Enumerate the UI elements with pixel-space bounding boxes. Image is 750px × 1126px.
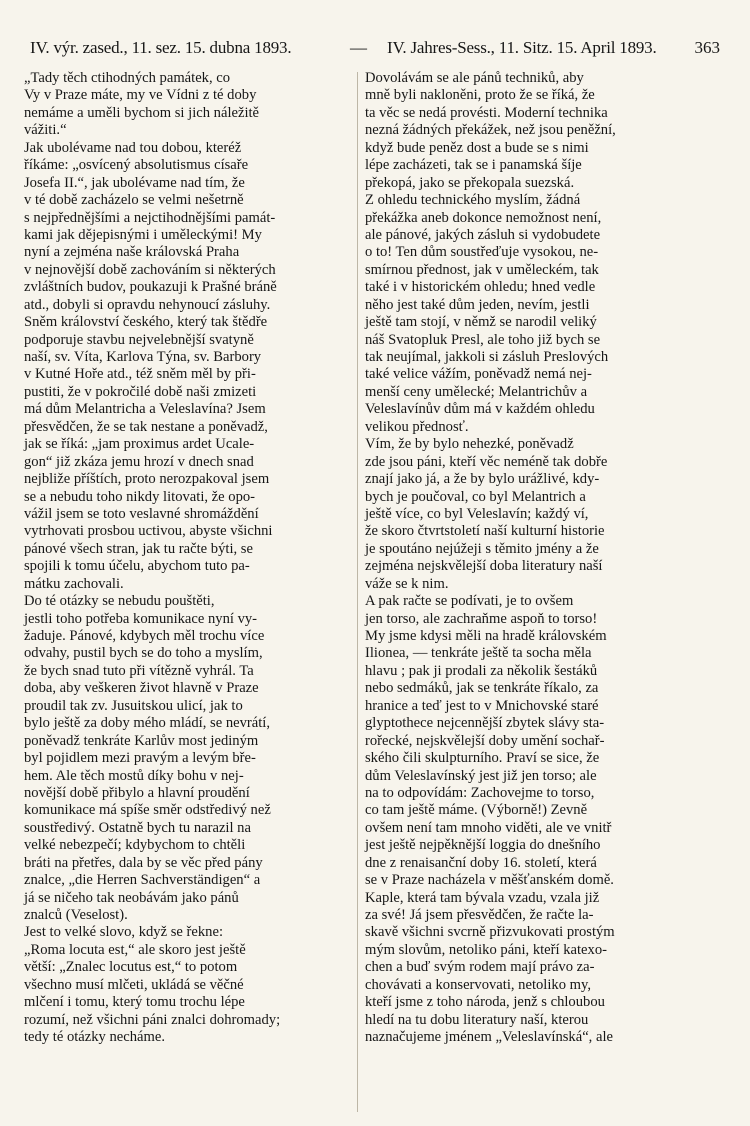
header-dash: — [350, 38, 367, 57]
text-line: byl pojidlem mezi pravým a levým bře- [24, 750, 256, 767]
text-line: jest ještě nejpěknější loggia do dnešního [365, 837, 601, 854]
text-line: Sněm království českého, který tak štědře [24, 314, 268, 331]
text-line: ještě více, co byl Veleslavín; každý ví, [365, 505, 589, 522]
text-line: hem. Ale těch mostů díky bohu v nej- [24, 767, 244, 784]
text-line: „Tady těch ctihodných památek, co [24, 70, 231, 86]
text-line: chovávati a konservovati, netoliko my, [365, 976, 592, 993]
text-line: odvahy, pustil bych se do toho a myslím, [24, 645, 263, 662]
text-line: nemáme a uměli bychom si jich náležitě [24, 104, 260, 121]
text-line: Z ohledu technického myslím, žádná [365, 192, 581, 209]
text-line: s nejpřednějšími a nejctihodnějšími památ- [24, 209, 276, 226]
text-line: zejména nejskvělejší doba literatury naší [365, 558, 603, 575]
text-line: překopá, jako se překopala suezská. [365, 174, 575, 191]
text-line: rozumí, než všichni páni znalci dohromady; [24, 1011, 281, 1028]
text-line: se a nebudu toho nikdy litovati, že opo- [24, 488, 256, 505]
text-line: Veleslavínův dům má v každém ohledu [365, 401, 595, 418]
text-line: je spoutáno nejúžeji s těmito jmény a že [365, 540, 599, 557]
text-line: já se ničeho tak neobávám jako pánů [24, 889, 239, 906]
page-number: 363 [694, 38, 720, 57]
text-line: nyní a zejména naše královská Praha [24, 244, 240, 261]
header-left: IV. výr. zased., 11. sez. 15. dubna 1893. [30, 38, 292, 57]
text-line: novější době přibylo a hlavní proudění [24, 784, 250, 801]
text-line: za své! Já jsem přesvědčen, že račte la- [365, 907, 594, 923]
text-line: přesvědčen, že se tak nestane a poněvadž, [24, 418, 268, 435]
text-line: hranice a teď jest to v Mnichovské staré [365, 697, 599, 714]
text-line: ovšem není tam mnoho viděti, ale ve vnitř [365, 819, 612, 836]
text-line: když bude peněz dost a bude se s nimi [365, 139, 589, 156]
text-line: hlavu ; pak ji prodali za několik šestáků [365, 662, 598, 679]
text-line: v Kutné Hoře atd., též sněm měl by při- [24, 366, 256, 383]
text-line: v té době zacházelo se velmi nešetrně [24, 192, 244, 209]
text-line: proudil tak zv. Jusuitskou ulicí, jak to [24, 697, 243, 714]
text-line: o to! Ten dům soustřeďuje vysokou, ne- [365, 244, 599, 261]
text-line: Ilionea, — tenkráte ještě ta socha měla [365, 645, 592, 662]
text-line: smírnou přednost, jak v uměleckém, tak [365, 261, 599, 278]
text-line: vytrhovati prosbou uctivou, abyste všichni [24, 523, 273, 540]
text-line: zvláštních budov, poukazuji k Prašné bráně [24, 279, 277, 296]
text-line: tak neujímal, jakkoli si zásluh Preslových [365, 349, 609, 365]
text-line: znají jako já, a že by bylo urážlivé, kdy- [365, 471, 600, 488]
text-line: soustředivý. Ostatně bych tu narazil na [24, 819, 251, 836]
text-line: nejbliže příštích, proto nerozpakoval jsem [24, 471, 270, 488]
text-line: se v Praze nacházela v měšťanském domě. [365, 872, 614, 889]
text-line: Jak ubolévame nad tou dobou, kteréž [24, 139, 242, 156]
text-line: říkáme: „osvícený absolutismus císaře [24, 157, 249, 174]
text-line: znalců (Veselost). [24, 907, 128, 923]
text-line: jen torso, ale zachraňme aspoň to torso! [365, 610, 598, 627]
text-line: mátku zachovali. [24, 575, 124, 592]
text-line: Josefa II.“, jak ubolévame nad tím, že [24, 174, 245, 191]
text-line: gon“ již zkáza jemu hrozí v dnech snad [24, 453, 254, 470]
text-line: velikou přednosť. [365, 418, 469, 435]
text-line: Jest to velké slovo, když se řekne: [24, 924, 223, 941]
text-line: má dům Melantricha a Veleslavína? Jsem [24, 401, 266, 418]
text-line: překážka aneb dokonce nemožnost není, [365, 209, 602, 226]
text-line: rořecké, nejskvělejší doby umění sochař- [365, 732, 605, 749]
text-line: doba, aby veškeren život hlavně v Praze [24, 680, 259, 697]
text-line: pustiti, že v pokročilé době naši zmizeti [24, 383, 257, 400]
text-line: hledí na tu dobu literatury naší, kterou [365, 1011, 589, 1028]
text-line: žaduje. Pánové, kdybych měl trochu více [24, 628, 265, 644]
text-line: Do té otázky se nebudu pouštěti, [24, 593, 215, 610]
text-line: spojili k tomu účelu, abychom tuto pa- [24, 558, 250, 575]
text-line: mlčení i tomu, který tomu trochu lépe [24, 994, 245, 1011]
text-line: atd., dobyli si opravdu nehynoucí zásluhy. [24, 296, 271, 313]
text-line: podporuje stavbu nejvelebnější svatyně [24, 331, 254, 348]
text-line: komunikace má spíše směr odstředivý než [24, 802, 271, 819]
text-line: ještě tam stojí, v němž se narodil veliký [365, 314, 597, 331]
text-line: na to odpovídám: Zachovejme to torso, [365, 784, 595, 801]
text-line: znalce, „die Herren Sachverständigen“ a [24, 872, 261, 889]
page-header [30, 38, 720, 64]
text-line: skavě všichni svcrně přizvukovati prostým [365, 924, 615, 941]
text-line: Vy v Praze máte, my ve Vídni z té doby [24, 87, 257, 104]
text-line: všechno musí mlčeti, ukládá se věčné [24, 976, 244, 993]
text-line: chen a buď svým rodem mají právo za- [365, 959, 595, 976]
text-line: menší ceny umělecké; Melantrichův a [365, 383, 588, 400]
text-line: velké nebezpečí; kdybychom to chtěli [24, 837, 246, 854]
text-line: ského čili skulpturního. Praví se sice, že [365, 750, 600, 767]
text-line: naší, sv. Víta, Karlova Týna, sv. Barbory [24, 349, 262, 365]
text-line: také i v historickém ohledu; hned vedle [365, 279, 596, 296]
text-line: pánové všech stran, jak tu račte býti, se [24, 540, 253, 557]
text-line: Vím, že by bylo nehezké, poněvadž [365, 436, 574, 453]
text-line: bych je poučoval, co byl Melantrich a [365, 488, 586, 505]
text-line: kteří jsme z toho národa, jenž s chloubou [365, 994, 605, 1011]
right-column [365, 70, 708, 1047]
text-line: A pak račte se podívati, je to ovšem [365, 593, 574, 610]
text-line: něho jest také dům jeden, nevím, jestli [365, 296, 590, 313]
text-line: Dovolávám se ale pánů techniků, aby [365, 70, 584, 86]
text-line: ale pánové, jakých zásluh si vydobudete [365, 226, 601, 243]
text-line: bylo ještě za doby mého mládí, se nevrátí, [24, 715, 270, 732]
text-line: mně byli nakloněni, proto že se říká, že [365, 87, 595, 104]
text-line: Kaple, která tam bývala vzadu, vzala již [365, 889, 600, 906]
text-line: jak se říká: „jam proximus ardet Ucale- [24, 436, 255, 453]
text-line: také velice vážím, poněvadž nemá nej- [365, 366, 592, 383]
text-line: mým slovům, netoliko páni, kteří katexo- [365, 941, 607, 958]
text-line: nebo sedmáků, jak se tenkráte říkalo, za [365, 680, 599, 697]
text-line: co tam ještě máme. (Výborně!) Zevně [365, 802, 588, 819]
text-line: tedy té otázky necháme. [24, 1029, 166, 1046]
header-right: IV. Jahres-Sess., 11. Sitz. 15. April 1893. [387, 38, 657, 57]
text-line: dne z renaisanční doby 16. století, která [365, 854, 597, 871]
text-line: větší: „Znalec locutus est,“ to potom [24, 959, 238, 976]
text-line: vážiti.“ [24, 122, 67, 139]
text-line: ta věc se nedá provésti. Moderní technika [365, 104, 608, 121]
text-line: bráti na přetřes, dala by se věc před pány [24, 854, 263, 871]
text-line: naznačujeme jménem „Veleslavínská“, ale [365, 1029, 613, 1046]
left-column [24, 70, 364, 1047]
text-line: glyptothece nejcennější zbytek slávy sta- [365, 715, 605, 732]
text-line: lépe zacházeti, tak se i panamská šíje [365, 157, 582, 174]
text-line: že bych snad tuto při vítězně vyhrál. Ta [24, 662, 254, 679]
text-line: náš Svatopluk Presl, ale toho již bych se [365, 331, 601, 348]
text-line: nezná žádných překážek, než jsou peněžní, [365, 122, 616, 139]
text-line: jestli toho potřeba komunikace nyní vy- [24, 610, 258, 627]
text-line: „Roma locuta est,“ ale skoro jest ještě [24, 941, 246, 958]
text-line: zde jsou páni, kteří věc neméně tak dobře [365, 453, 608, 470]
text-line: v nejnovější době zachováním si některých [24, 261, 276, 278]
text-line: vážil jsem se toto veslavné shromáždění [24, 505, 259, 522]
text-line: dům Veleslavínský jest již jen torso; ale [365, 767, 597, 784]
text-line: že skoro čtvrtstoletí naší kulturní historie [365, 523, 605, 540]
text-line: kami jak dějepisnými i uměleckými! My [24, 226, 262, 243]
text-line: poněvadž tenkráte Karlův most jediným [24, 732, 259, 749]
text-line: váže se k nim. [365, 575, 449, 592]
text-line: My jsme kdysi měli na hradě královském [365, 628, 607, 644]
